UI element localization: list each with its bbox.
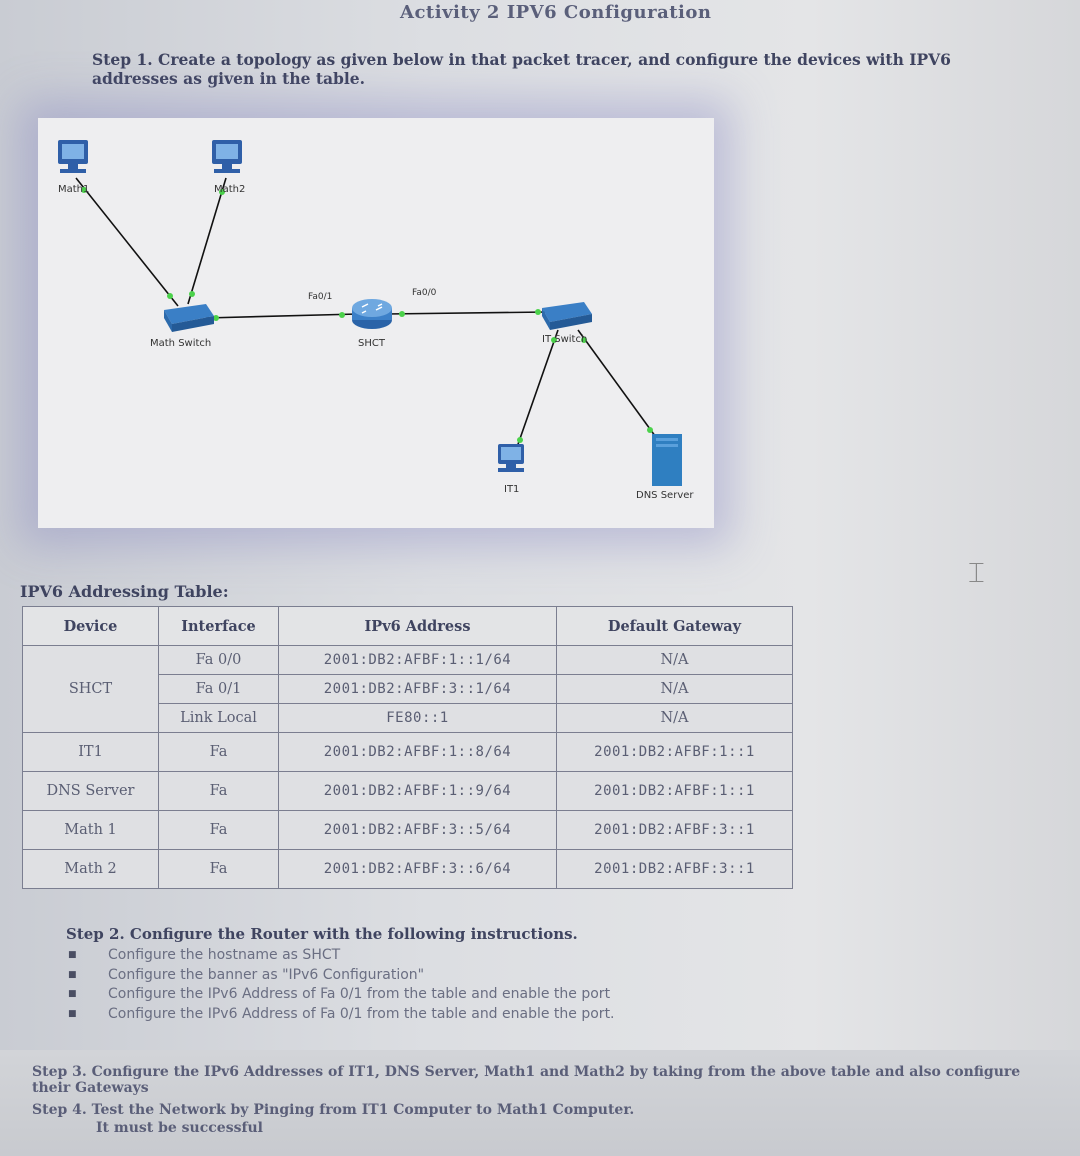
cell-device: Math 1 [23,811,159,850]
router-icon [352,299,392,329]
table-row [23,646,793,675]
math2-label: Math2 [214,184,246,195]
cell-interface: Fa 0/0 [159,646,279,675]
table-row [23,772,793,811]
step4-note: It must be successful [96,1120,263,1136]
header-device: Device [23,607,159,646]
list-item: ■ Configure the hostname as SHCT [66,946,615,966]
it1-label: IT1 [504,484,520,495]
table-row [23,733,793,772]
topology-links [38,118,714,528]
router-label: SHCT [358,338,385,349]
cell-gateway: 2001:DB2:AFBF:1::1 [557,772,793,811]
link-router-itswitch [386,312,548,314]
cell-address: FE80::1 [279,704,557,733]
step2-bullet-list [66,946,615,1024]
dns-server-icon [652,434,682,486]
ipv6-addressing-table [22,606,793,889]
cell-gateway: N/A [557,646,793,675]
math-switch-label: Math Switch [150,338,212,349]
step4-text: Step 4. Test the Network by Pinging from IT1 Computer to Math1 Computer. [32,1102,635,1118]
link-itswitch-dns [578,330,658,440]
cell-interface: Fa 0/1 [159,675,279,704]
document-title: Activity 2 IPV6 Configuration [400,2,712,23]
math1-pc-icon [58,140,88,173]
cell-address: 2001:DB2:AFBF:1::8/64 [279,733,557,772]
link-switch-router [206,314,358,318]
table-title: IPV6 Addressing Table: [20,582,229,601]
header-interface: Interface [159,607,279,646]
cell-device: SHCT [23,646,159,733]
header-ipv6-address: IPv6 Address [279,607,557,646]
list-item: ■ Configure the IPv6 Address of Fa 0/1 from the table and enable the port [66,985,615,1005]
table-row [23,811,793,850]
it-switch-icon [542,302,592,330]
text-cursor-icon: ⌶ [968,556,985,589]
it1-pc-icon [498,444,524,472]
math1-label: Math1 [58,184,90,195]
cell-address: 2001:DB2:AFBF:1::9/64 [279,772,557,811]
port-label-fa01: Fa0/1 [308,292,333,302]
header-default-gateway: Default Gateway [557,607,793,646]
cell-interface: Fa [159,850,279,889]
list-item: ■ Configure the banner as "IPv6 Configuration" [66,966,615,986]
link-itswitch-it1 [516,330,558,450]
step3-text: Step 3. Configure the IPv6 Addresses of IT1, DNS Server, Math1 and Math2 by taking from the above table and also configure their Gateways [32,1064,1021,1096]
cell-address: 2001:DB2:AFBF:3::1/64 [279,675,557,704]
cell-gateway: 2001:DB2:AFBF:1::1 [557,733,793,772]
it-switch-label: IT Switch [542,334,588,345]
cell-gateway: N/A [557,675,793,704]
table-header-row [23,607,793,646]
link-math1-switch [76,178,178,306]
cell-device: Math 2 [23,850,159,889]
cell-device: IT1 [23,733,159,772]
list-item: ■ Configure the IPv6 Address of Fa 0/1 from the table and enable the port. [66,1005,615,1025]
cell-device: DNS Server [23,772,159,811]
table-row [23,850,793,889]
link-math2-switch [188,178,226,304]
step1-text: Step 1. Create a topology as given below in that packet tracer, and configure the devices with IPV6 addresses as given in the table. [92,50,951,88]
math-switch-icon [164,304,214,332]
cell-gateway: 2001:DB2:AFBF:3::1 [557,811,793,850]
cell-address: 2001:DB2:AFBF:3::6/64 [279,850,557,889]
cell-gateway: N/A [557,704,793,733]
cell-interface: Link Local [159,704,279,733]
cell-gateway: 2001:DB2:AFBF:3::1 [557,850,793,889]
topology-diagram [38,118,714,528]
cell-interface: Fa [159,811,279,850]
port-label-fa00: Fa0/0 [412,288,437,298]
dns-server-label: DNS Server [636,490,694,501]
cell-address: 2001:DB2:AFBF:3::5/64 [279,811,557,850]
cell-interface: Fa [159,733,279,772]
cell-interface: Fa [159,772,279,811]
cell-address: 2001:DB2:AFBF:1::1/64 [279,646,557,675]
math2-pc-icon [212,140,242,173]
step2-title: Step 2. Configure the Router with the following instructions. [66,925,578,943]
